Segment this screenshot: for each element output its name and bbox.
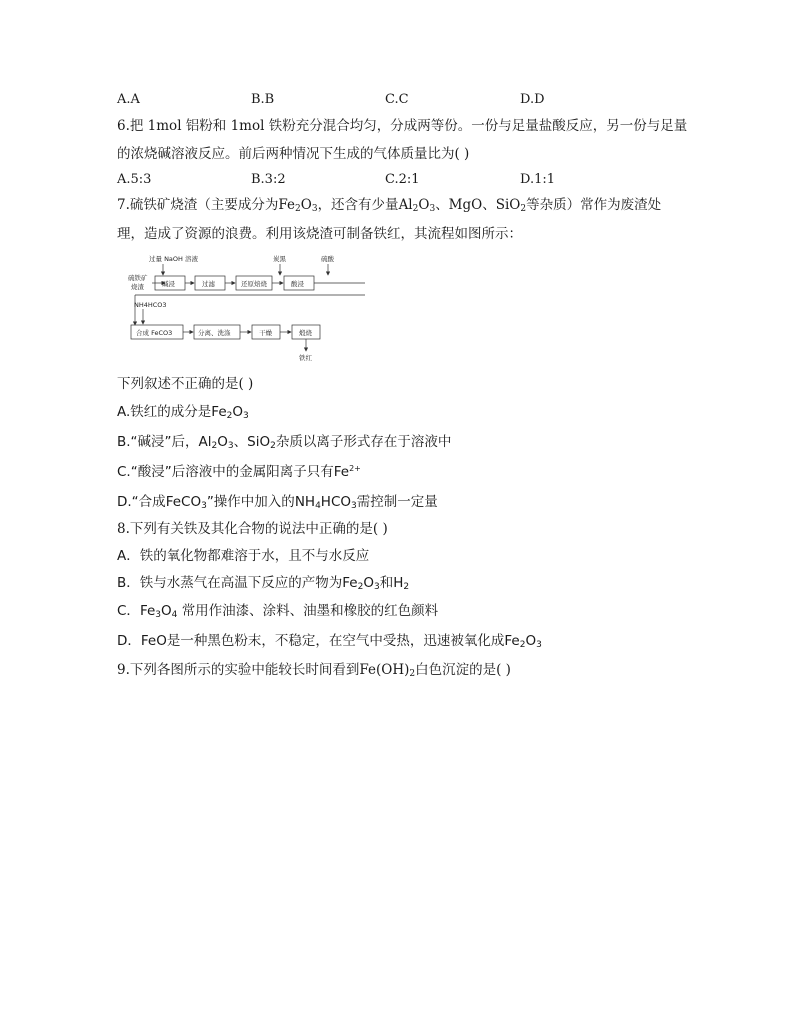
q8-option-b-text: B．铁与水蒸气在高温下反应的产物为 xyxy=(117,575,343,591)
q7-option-c[interactable] xyxy=(117,462,361,482)
flow-start-label-1: 硫铁矿 xyxy=(128,274,148,282)
flow-product: 铁红 xyxy=(299,354,312,362)
formula-feo: FeO xyxy=(140,633,167,649)
q7-stem-c: 、MgO、 xyxy=(435,197,496,213)
flow-reagent-acid: 硫酸 xyxy=(321,255,334,263)
q7-option-d-mid: ”操作中加入的 xyxy=(206,494,295,510)
q7-option-b-sep: 、 xyxy=(233,434,248,450)
flow-start-label-2: 烧渣 xyxy=(131,283,144,291)
formula-fe2o3: $Fe_2O_3$ xyxy=(342,575,380,592)
q5-option-c[interactable]: C.C xyxy=(385,92,409,107)
formula-feco3: FeCO$_3$ xyxy=(165,494,207,511)
q5-option-d[interactable]: D.D xyxy=(520,92,545,107)
q6-stem-line2: 的浓烧碱溶液反应。前后两种情况下生成的气体质量比为( ) xyxy=(117,146,470,162)
q5-option-a[interactable]: A.A xyxy=(117,92,140,107)
q7-option-b[interactable] xyxy=(117,432,451,452)
q8-option-a[interactable]: A．铁的氧化物都难溶于水，且不与水反应 xyxy=(117,548,370,564)
q8-stem: 8.下列有关铁及其化合物的说法中正确的是( ) xyxy=(117,521,388,537)
formula-nh4hco3: $NH_4HCO_3$ xyxy=(294,494,357,511)
q5-option-b[interactable]: B.B xyxy=(251,92,275,107)
q7-option-a-text: A.铁红的成分是 xyxy=(117,404,212,420)
q6-option-d[interactable]: D.1:1 xyxy=(520,172,556,187)
formula-sio2: SiO$_2$ xyxy=(247,434,276,451)
q7-question: 下列叙述不正确的是( ) xyxy=(117,376,254,392)
q9-stem-tail: 白色沉淀的是( ) xyxy=(415,662,511,678)
q8-option-b-and: 和 xyxy=(379,575,394,591)
formula-fe2o3: $Fe_2O_3$ xyxy=(211,404,249,421)
q7-option-d[interactable] xyxy=(117,492,438,512)
q6-option-b[interactable]: B.3:2 xyxy=(251,172,286,187)
formula-al2o3: $Al_2O_3$ xyxy=(198,434,234,451)
formula-feoh2: $Fe(OH)_2$ xyxy=(359,662,416,679)
flow-step-synthesize: 合成 FeCO3 xyxy=(136,329,173,337)
process-flowchart xyxy=(125,251,385,363)
flow-step-acid-leach: 酸浸 xyxy=(291,280,304,288)
flow-step-separate-wash: 分离、洗涤 xyxy=(198,329,231,337)
q9-stem xyxy=(117,660,511,680)
flow-step-calcine: 煅烧 xyxy=(299,329,312,337)
q7-stem-d: 等杂质）常作为废渣处 xyxy=(526,197,662,213)
flow-step-filter: 过滤 xyxy=(202,280,215,288)
q7-stem-a: 7.硫铁矿烧渣（主要成分为 xyxy=(117,197,279,213)
q7-option-a[interactable] xyxy=(117,402,249,422)
formula-fe2o3: $Fe_2O_3$ xyxy=(504,633,542,650)
q7-option-c-text: C.“酸浸”后溶液中的金属阳离子只有 xyxy=(117,464,334,480)
q9-stem-text: 9.下列各图所示的实验中能较长时间看到 xyxy=(117,662,360,678)
q6-option-c[interactable]: C.2:1 xyxy=(385,172,420,187)
flow-reagent-nh4hco3: NH4HCO3 xyxy=(134,301,167,309)
formula-fe-ion: $Fe^{2+}$ xyxy=(333,464,361,480)
q8-option-c-label: C． xyxy=(117,603,140,619)
q8-option-d-text: 是一种黑色粉末，不稳定，在空气中受热，迅速被氧化成 xyxy=(166,633,505,649)
q7-stem-line2: 理，造成了资源的浪费。利用该烧渣可制备铁红，其流程如图所示： xyxy=(117,226,522,242)
q8-option-d[interactable] xyxy=(117,631,542,651)
q7-option-d-tail: 需控制一定量 xyxy=(356,494,438,510)
flow-reagent-naoh: 过量 NaOH 溶液 xyxy=(149,255,198,263)
q8-option-c-text: 常用作油漆、涂料、油墨和橡胶的红色颜料 xyxy=(181,603,439,619)
q8-option-b[interactable] xyxy=(117,573,409,593)
q7-option-d-text: D.“合成 xyxy=(117,494,166,510)
q8-option-d-label: D． xyxy=(117,633,141,649)
formula-fe2o3: $Fe_2O_3$ xyxy=(278,197,318,214)
formula-h2: $H_2$ xyxy=(393,575,410,592)
q7-option-b-tail: 杂质以离子形式存在于溶液中 xyxy=(275,434,452,450)
flow-step-roast: 还原焙烧 xyxy=(241,280,267,288)
q6-stem-line1: 6.把 1mol 铝粉和 1mol 铁粉充分混合均匀，分成两等份。一份与足量盐酸反应，另一份与足量 xyxy=(117,118,688,134)
q8-option-c[interactable] xyxy=(117,601,438,621)
formula-sio2: SiO$_2$ xyxy=(495,197,527,214)
q7-option-b-text: B.“碱浸”后， xyxy=(117,434,199,450)
formula-al2o3: $Al_2O_3$ xyxy=(398,197,436,214)
q7-stem-b: ，还含有少量 xyxy=(317,197,399,213)
q6-option-a[interactable]: A.5:3 xyxy=(117,172,152,187)
flow-step-alkali-leach: 碱浸 xyxy=(162,280,175,288)
flow-step-dry: 干燥 xyxy=(259,329,272,337)
formula-fe3o4: $Fe_3O_4$ xyxy=(139,603,178,620)
flow-reagent-carbon: 炭黑 xyxy=(273,255,286,263)
q7-stem-line1 xyxy=(117,195,661,215)
